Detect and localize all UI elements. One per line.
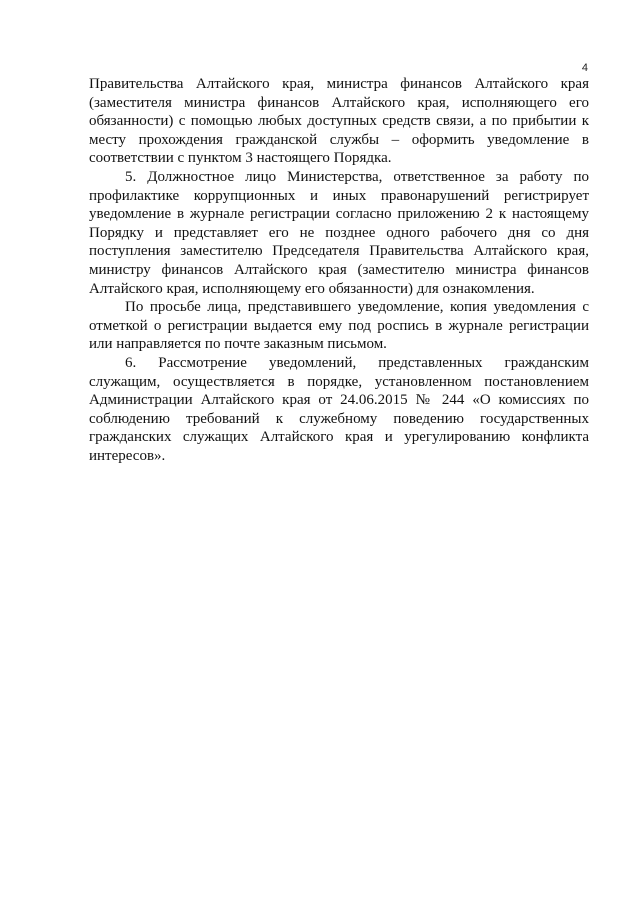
paragraph-item-6: 6. Рассмотрение уведомлений, представленных гражданским служащим, осуществляется в порядке, установленном постановлением Администрации Алтайского края от 24.06.2015 № 244 «О комиссиях по соблюдению требований к служебному поведению государственных гражданских служащих Алтайского края и урегулированию конфликта интересов». bbox=[89, 354, 589, 464]
page-number: 4 bbox=[581, 62, 588, 74]
paragraph-copy-request: По просьбе лица, представившего уведомление, копия уведомления с отметкой о регистрации выдается ему под роспись в журнале регистрации или направляется по почте заказным письмом. bbox=[89, 299, 589, 353]
paragraph-continuation: Правительства Алтайского края, министра финансов Алтайского края (заместителя министра финансов Алтайского края, исполняющего его обязанности) с помощью любых доступных средств связи, а по прибытии к месту прохождения гражданской службы – оформить уведомление в соответствии с пунктом 3 настоящего Порядка. bbox=[89, 76, 589, 167]
document-body bbox=[89, 75, 589, 465]
paragraph-item-5: 5. Должностное лицо Министерства, ответственное за работу по профилактике коррупционных и иных правонарушений регистрирует уведомление в журнале регистрации согласно приложению 2 к настоящему Порядку и представляет его не позднее одного рабочего дня со дня поступления заместителю Председателя Правительства Алтайского края, министру финансов Алтайского края (заместителю министра финансов Алтайского края, исполняющему его обязанности) для ознакомления. bbox=[89, 168, 589, 297]
